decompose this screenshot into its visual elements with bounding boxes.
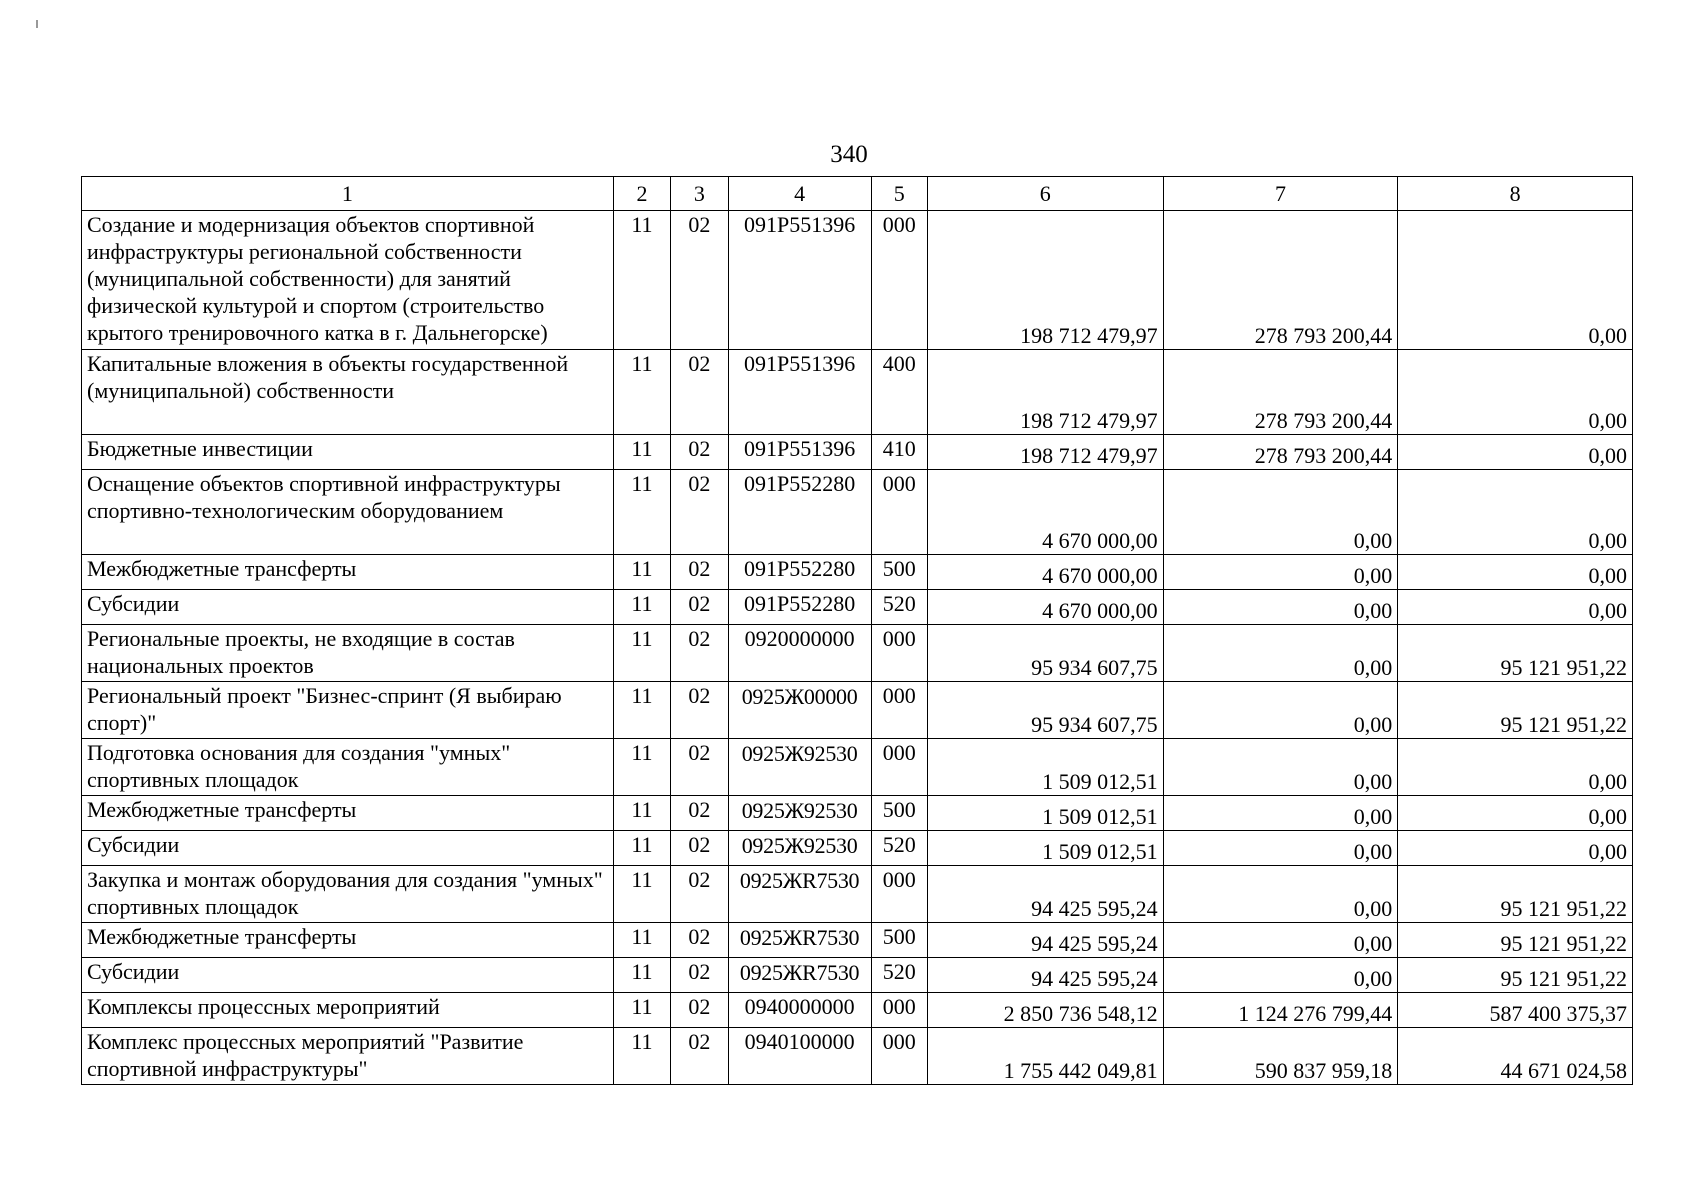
table-row: [82, 923, 1633, 958]
col-header-4: 4: [728, 177, 871, 211]
row-target-code-cell: 0925Ж92530: [728, 831, 871, 866]
row-subsection-cell: 02: [671, 923, 728, 958]
row-amount-col6-cell: 4 670 000,00: [927, 590, 1163, 625]
header-row: [82, 177, 1633, 211]
row-section-cell: 11: [613, 866, 670, 923]
row-subsection-cell: 02: [671, 350, 728, 435]
table-row: [82, 470, 1633, 555]
row-name-cell: Закупка и монтаж оборудования для создания "умных" спортивных площадок: [82, 866, 614, 923]
row-expense-type-cell: 500: [871, 555, 927, 590]
col-header-2: 2: [613, 177, 670, 211]
row-name-cell: Субсидии: [82, 590, 614, 625]
row-name-cell: Комплексы процессных мероприятий: [82, 993, 614, 1028]
row-name-cell: Подготовка основания для создания "умных" спортивных площадок: [82, 739, 614, 796]
row-subsection-cell: 02: [671, 435, 728, 470]
row-subsection-cell: 02: [671, 866, 728, 923]
row-target-code-cell: 0925Ж92530: [728, 739, 871, 796]
row-expense-type-cell: 000: [871, 739, 927, 796]
row-expense-type-cell: 000: [871, 625, 927, 682]
row-amount-col6-cell: 94 425 595,24: [927, 866, 1163, 923]
row-section-cell: 11: [613, 470, 670, 555]
row-amount-col7-cell: 278 793 200,44: [1163, 350, 1398, 435]
row-amount-col8-cell: 0,00: [1398, 470, 1633, 555]
col-header-5: 5: [871, 177, 927, 211]
budget-table: [81, 176, 1633, 1085]
row-amount-col8-cell: 95 121 951,22: [1398, 682, 1633, 739]
table-row: [82, 1028, 1633, 1085]
table-row: [82, 682, 1633, 739]
row-amount-col6-cell: 1 755 442 049,81: [927, 1028, 1163, 1085]
row-target-code-cell: 0925ЖR7530: [728, 958, 871, 993]
row-amount-col7-cell: 0,00: [1163, 796, 1398, 831]
row-target-code-cell: 091P551396: [728, 435, 871, 470]
row-section-cell: 11: [613, 923, 670, 958]
table-row: [82, 350, 1633, 435]
row-amount-col7-cell: 0,00: [1163, 831, 1398, 866]
row-amount-col7-cell: 278 793 200,44: [1163, 211, 1398, 350]
row-subsection-cell: 02: [671, 555, 728, 590]
row-name-cell: Оснащение объектов спортивной инфраструктуры спортивно-технологическим оборудованием: [82, 470, 614, 555]
row-section-cell: 11: [613, 350, 670, 435]
table-row: [82, 831, 1633, 866]
row-amount-col6-cell: 198 712 479,97: [927, 435, 1163, 470]
row-amount-col7-cell: 0,00: [1163, 682, 1398, 739]
row-section-cell: 11: [613, 958, 670, 993]
row-expense-type-cell: 000: [871, 682, 927, 739]
row-amount-col7-cell: 0,00: [1163, 470, 1398, 555]
row-section-cell: 11: [613, 1028, 670, 1085]
row-amount-col8-cell: 0,00: [1398, 555, 1633, 590]
table-row: [82, 435, 1633, 470]
row-section-cell: 11: [613, 831, 670, 866]
row-subsection-cell: 02: [671, 625, 728, 682]
row-amount-col8-cell: 44 671 024,58: [1398, 1028, 1633, 1085]
row-name-cell: Комплекс процессных мероприятий "Развитие спортивной инфраструктуры": [82, 1028, 614, 1085]
row-target-code-cell: 0925Ж92530: [728, 796, 871, 831]
row-amount-col8-cell: 95 121 951,22: [1398, 958, 1633, 993]
row-expense-type-cell: 520: [871, 831, 927, 866]
table-row: [82, 590, 1633, 625]
row-amount-col6-cell: 4 670 000,00: [927, 555, 1163, 590]
row-amount-col7-cell: 0,00: [1163, 866, 1398, 923]
row-amount-col7-cell: 0,00: [1163, 739, 1398, 796]
row-name-cell: Межбюджетные трансферты: [82, 923, 614, 958]
row-target-code-cell: 0925Ж00000: [728, 682, 871, 739]
row-section-cell: 11: [613, 435, 670, 470]
row-expense-type-cell: 000: [871, 993, 927, 1028]
row-amount-col6-cell: 198 712 479,97: [927, 211, 1163, 350]
row-section-cell: 11: [613, 739, 670, 796]
row-expense-type-cell: 000: [871, 470, 927, 555]
row-section-cell: 11: [613, 590, 670, 625]
table-row: [82, 625, 1633, 682]
col-header-8: 8: [1398, 177, 1633, 211]
row-target-code-cell: 0920000000: [728, 625, 871, 682]
row-target-code-cell: 091P551396: [728, 211, 871, 350]
table-row: [82, 211, 1633, 350]
row-amount-col8-cell: 95 121 951,22: [1398, 866, 1633, 923]
row-amount-col7-cell: 0,00: [1163, 958, 1398, 993]
row-amount-col7-cell: 590 837 959,18: [1163, 1028, 1398, 1085]
row-subsection-cell: 02: [671, 682, 728, 739]
row-name-cell: Бюджетные инвестиции: [82, 435, 614, 470]
row-amount-col8-cell: 0,00: [1398, 739, 1633, 796]
row-subsection-cell: 02: [671, 739, 728, 796]
row-subsection-cell: 02: [671, 958, 728, 993]
row-amount-col7-cell: 0,00: [1163, 923, 1398, 958]
row-expense-type-cell: 000: [871, 1028, 927, 1085]
row-section-cell: 11: [613, 211, 670, 350]
row-subsection-cell: 02: [671, 470, 728, 555]
scan-mark: [36, 20, 38, 28]
col-header-3: 3: [671, 177, 728, 211]
row-amount-col8-cell: 0,00: [1398, 590, 1633, 625]
row-target-code-cell: 0925ЖR7530: [728, 866, 871, 923]
table-row: [82, 739, 1633, 796]
row-amount-col8-cell: 0,00: [1398, 350, 1633, 435]
row-section-cell: 11: [613, 993, 670, 1028]
row-name-cell: Региональный проект "Бизнес-спринт (Я выбираю спорт)": [82, 682, 614, 739]
row-target-code-cell: 091P552280: [728, 555, 871, 590]
row-amount-col6-cell: 1 509 012,51: [927, 739, 1163, 796]
row-name-cell: Региональные проекты, не входящие в состав национальных проектов: [82, 625, 614, 682]
col-header-1: 1: [82, 177, 614, 211]
row-target-code-cell: 091P551396: [728, 350, 871, 435]
col-header-7: 7: [1163, 177, 1398, 211]
row-amount-col7-cell: 0,00: [1163, 625, 1398, 682]
row-expense-type-cell: 400: [871, 350, 927, 435]
row-amount-col8-cell: 0,00: [1398, 211, 1633, 350]
row-expense-type-cell: 000: [871, 211, 927, 350]
row-expense-type-cell: 000: [871, 866, 927, 923]
row-section-cell: 11: [613, 625, 670, 682]
row-amount-col6-cell: 95 934 607,75: [927, 682, 1163, 739]
row-name-cell: Межбюджетные трансферты: [82, 796, 614, 831]
row-expense-type-cell: 520: [871, 590, 927, 625]
row-target-code-cell: 091P552280: [728, 470, 871, 555]
row-name-cell: Капитальные вложения в объекты государственной (муниципальной) собственности: [82, 350, 614, 435]
col-header-6: 6: [927, 177, 1163, 211]
row-amount-col6-cell: 94 425 595,24: [927, 923, 1163, 958]
table-row: [82, 555, 1633, 590]
row-target-code-cell: 0925ЖR7530: [728, 923, 871, 958]
row-amount-col7-cell: 0,00: [1163, 555, 1398, 590]
row-amount-col8-cell: 587 400 375,37: [1398, 993, 1633, 1028]
page-number: 340: [830, 141, 868, 168]
row-amount-col8-cell: 0,00: [1398, 831, 1633, 866]
row-subsection-cell: 02: [671, 1028, 728, 1085]
row-subsection-cell: 02: [671, 211, 728, 350]
row-expense-type-cell: 410: [871, 435, 927, 470]
row-name-cell: Межбюджетные трансферты: [82, 555, 614, 590]
row-expense-type-cell: 500: [871, 923, 927, 958]
row-subsection-cell: 02: [671, 590, 728, 625]
row-subsection-cell: 02: [671, 796, 728, 831]
row-amount-col6-cell: 198 712 479,97: [927, 350, 1163, 435]
row-amount-col7-cell: 0,00: [1163, 590, 1398, 625]
row-target-code-cell: 091P552280: [728, 590, 871, 625]
row-amount-col6-cell: 1 509 012,51: [927, 831, 1163, 866]
row-target-code-cell: 0940100000: [728, 1028, 871, 1085]
row-subsection-cell: 02: [671, 993, 728, 1028]
table-row: [82, 958, 1633, 993]
row-expense-type-cell: 520: [871, 958, 927, 993]
row-subsection-cell: 02: [671, 831, 728, 866]
row-amount-col8-cell: 0,00: [1398, 796, 1633, 831]
row-section-cell: 11: [613, 682, 670, 739]
row-amount-col6-cell: 2 850 736 548,12: [927, 993, 1163, 1028]
row-amount-col6-cell: 1 509 012,51: [927, 796, 1163, 831]
table-body: [82, 211, 1633, 1085]
table-row: [82, 866, 1633, 923]
row-amount-col8-cell: 0,00: [1398, 435, 1633, 470]
row-amount-col7-cell: 1 124 276 799,44: [1163, 993, 1398, 1028]
row-target-code-cell: 0940000000: [728, 993, 871, 1028]
row-section-cell: 11: [613, 796, 670, 831]
row-amount-col8-cell: 95 121 951,22: [1398, 625, 1633, 682]
row-amount-col6-cell: 94 425 595,24: [927, 958, 1163, 993]
row-name-cell: Субсидии: [82, 831, 614, 866]
row-section-cell: 11: [613, 555, 670, 590]
row-name-cell: Создание и модернизация объектов спортивной инфраструктуры региональной собственности (муниципальной собственности) для занятий физической культурой и спортом (строительство крытого тренировочного катка в г. Дальнегорске): [82, 211, 614, 350]
row-amount-col8-cell: 95 121 951,22: [1398, 923, 1633, 958]
table-row: [82, 993, 1633, 1028]
table-row: [82, 796, 1633, 831]
row-name-cell: Субсидии: [82, 958, 614, 993]
row-amount-col6-cell: 4 670 000,00: [927, 470, 1163, 555]
row-amount-col7-cell: 278 793 200,44: [1163, 435, 1398, 470]
row-expense-type-cell: 500: [871, 796, 927, 831]
row-amount-col6-cell: 95 934 607,75: [927, 625, 1163, 682]
